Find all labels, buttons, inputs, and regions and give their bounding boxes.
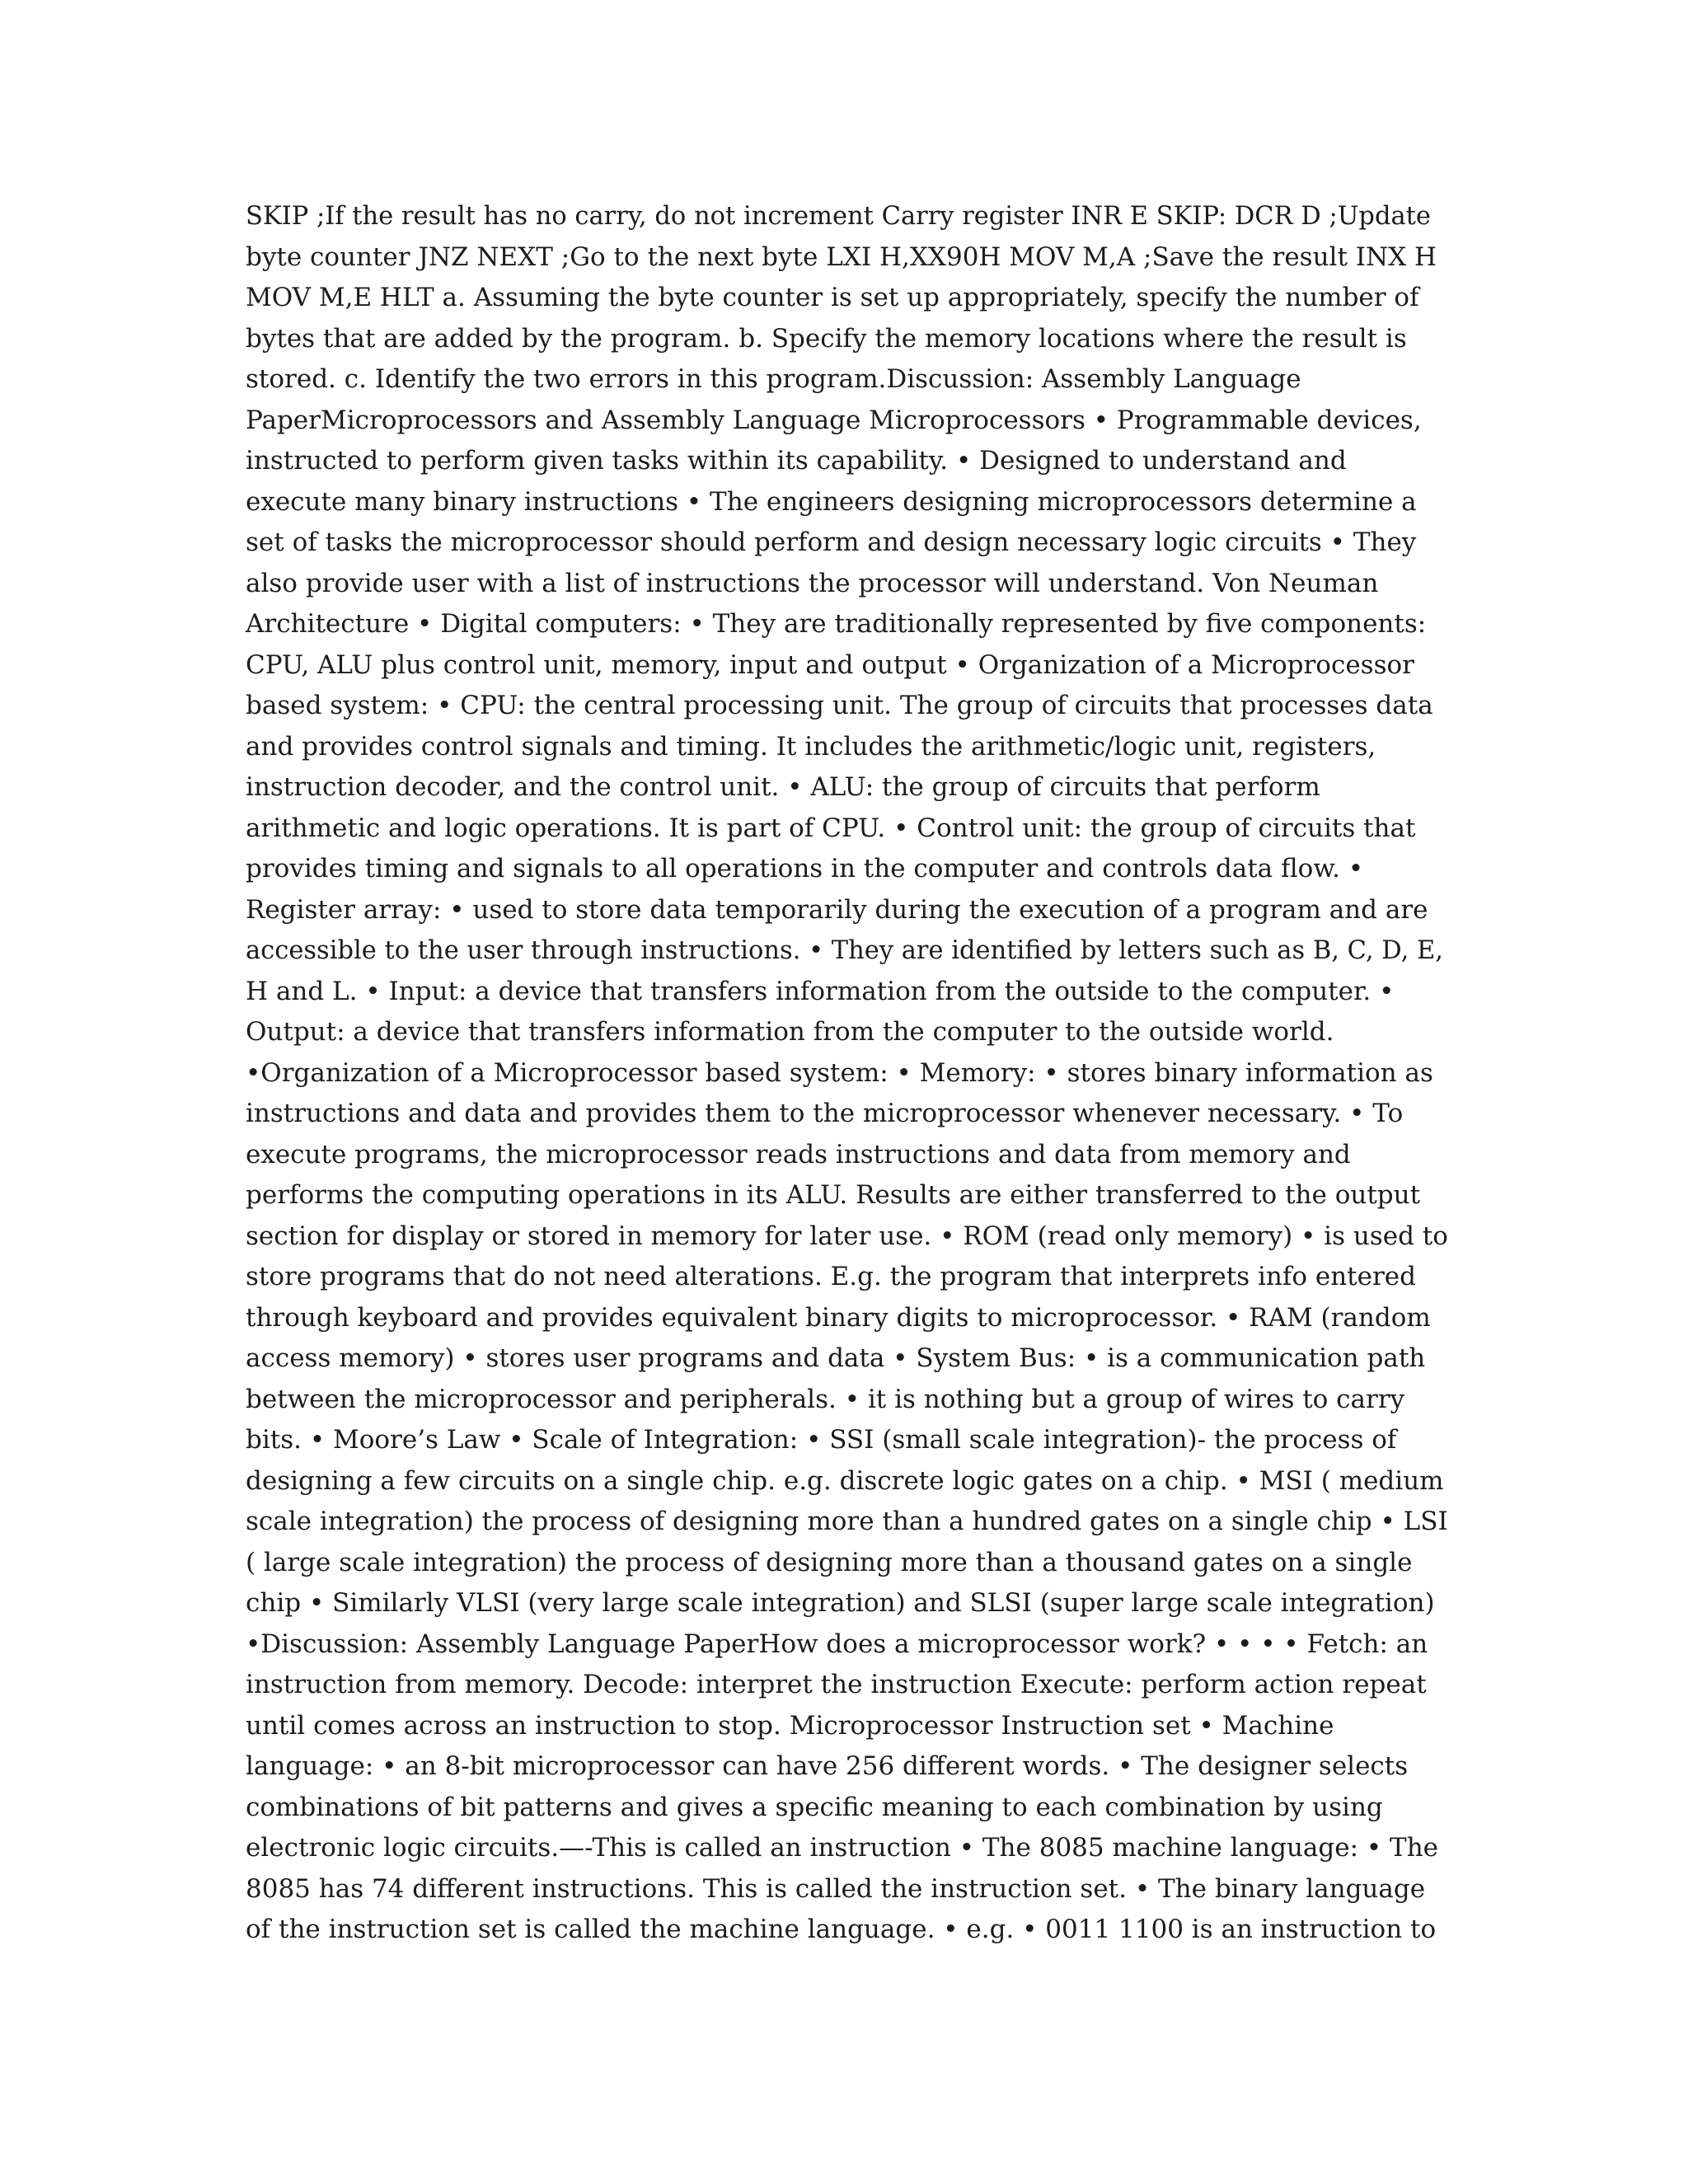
text-line: between the microprocessor and peripherals. • it is nothing but a group of wires to carry [246, 1384, 1405, 1414]
text-line: 8085 has 74 different instructions. This is called the instruction set. • The binary language [246, 1873, 1426, 1904]
text-line: scale integration) the process of designing more than a hundred gates on a single chip • LSI [246, 1507, 1448, 1536]
text-line: combinations of bit patterns and gives a specific meaning to each combination by using [246, 1792, 1383, 1822]
text-line: performs the computing operations in its ALU. Results are either transferred to the output [246, 1180, 1421, 1210]
text-line: set of tasks the microprocessor should perform and design necessary logic circuits • They [246, 527, 1417, 557]
text-line: execute programs, the microprocessor reads instructions and data from memory and [246, 1139, 1351, 1169]
text-line: and provides control signals and timing. It includes the arithmetic/logic unit, registers, [246, 731, 1376, 762]
text-line: based system: • CPU: the central processing unit. The group of circuits that processes data [246, 691, 1433, 720]
body-text [246, 196, 1449, 1951]
text-line: byte counter JNZ NEXT ;Go to the next byte LXI H,XX90H MOV M,A ;Save the result INX H [246, 241, 1437, 272]
text-line: •Organization of a Microprocessor based system: • Memory: • stores binary information as [246, 1057, 1433, 1088]
text-line: H and L. • Input: a device that transfers information from the outside to the computer. • [246, 976, 1395, 1006]
text-line: until comes across an instruction to stop. Microprocessor Instruction set • Machine [246, 1710, 1334, 1741]
text-line: designing a few circuits on a single chip. e.g. discrete logic gates on a chip. • MSI ( medium [246, 1465, 1444, 1496]
text-line: stored. c. Identify the two errors in this program.Discussion: Assembly Language [246, 364, 1301, 394]
text-line: electronic logic circuits.—-This is called an instruction • The 8085 machine language: • The [246, 1833, 1439, 1863]
text-line: chip • Similarly VLSI (very large scale integration) and SLSI (super large scale integration) [246, 1588, 1435, 1618]
text-line: also provide user with a list of instructions the processor will understand. Von Neuman [246, 568, 1379, 598]
text-line: CPU, ALU plus control unit, memory, input and output • Organization of a Microprocessor [246, 649, 1414, 680]
text-line: provides timing and signals to all operations in the computer and controls data flow. • [246, 854, 1364, 883]
text-line: through keyboard and provides equivalent binary digits to microprocessor. • RAM (random [246, 1302, 1431, 1333]
text-line: SKIP ;If the result has no carry, do not increment Carry register INR E SKIP: DCR D ;Update [246, 202, 1431, 231]
text-line: instructions and data and provides them to the microprocessor whenever necessary. • To [246, 1099, 1404, 1128]
text-line: execute many binary instructions • The engineers designing microprocessors determine a [246, 486, 1417, 517]
text-line: instruction from memory. Decode: interpret the instruction Execute: perform action repeat [246, 1670, 1427, 1699]
text-line: store programs that do not need alterations. E.g. the program that interprets info entered [246, 1262, 1416, 1291]
text-line: language: • an 8-bit microprocessor can have 256 different words. • The designer selects [246, 1751, 1409, 1781]
text-line: access memory) • stores user programs and data • System Bus: • is a communication path [246, 1343, 1426, 1373]
text-line: Architecture • Digital computers: • They are traditionally represented by five components: [246, 609, 1427, 639]
text-line: bits. • Moore’s Law • Scale of Integration: • SSI (small scale integration)- the process of [246, 1425, 1397, 1455]
text-line: •Discussion: Assembly Language PaperHow does a microprocessor work? • • • • Fetch: an [246, 1629, 1428, 1659]
text-line: Register array: • used to store data temporarily during the execution of a program and are [246, 894, 1428, 925]
text-line: of the instruction set is called the machine language. • e.g. • 0011 1100 is an instruction to [246, 1915, 1437, 1944]
text-line: ( large scale integration) the process of designing more than a thousand gates on a single [246, 1547, 1413, 1577]
text-line: accessible to the user through instructions. • They are identified by letters such as B, C, D, E, [246, 936, 1443, 965]
text-line: PaperMicroprocessors and Assembly Language Microprocessors • Programmable devices, [246, 405, 1422, 435]
text-line: MOV M,E HLT a. Assuming the byte counter is set up appropriately, specify the number of [246, 283, 1419, 312]
text-line: arithmetic and logic operations. It is part of CPU. • Control unit: the group of circuits that [246, 813, 1416, 843]
text-line: instruction decoder, and the control unit. • ALU: the group of circuits that perform [246, 772, 1320, 802]
text-line: instructed to perform given tasks within its capability. • Designed to understand and [246, 446, 1347, 476]
text-line: Output: a device that transfers information from the computer to the outside world. [246, 1017, 1334, 1047]
text-line: section for display or stored in memory for later use. • ROM (read only memory) • is used to [246, 1221, 1448, 1251]
text-line: bytes that are added by the program. b. Specify the memory locations where the result is [246, 323, 1407, 354]
